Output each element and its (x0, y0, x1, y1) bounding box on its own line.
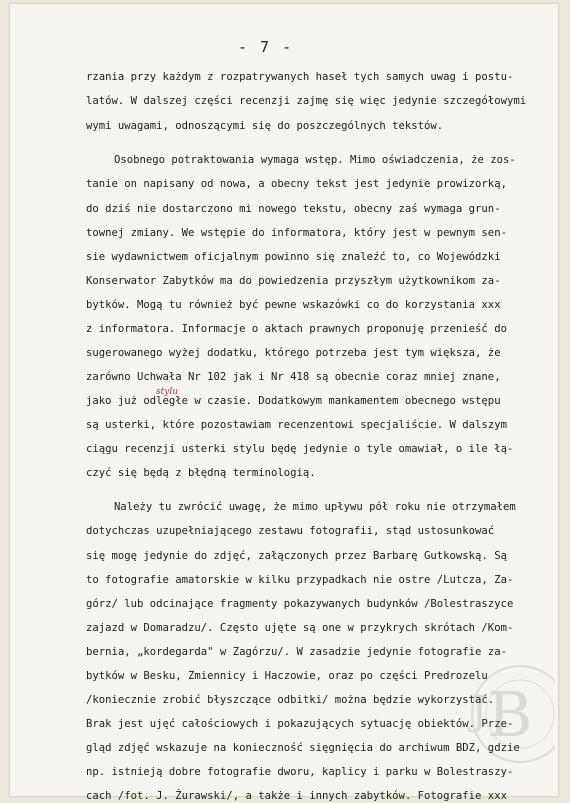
svg-text:J: J (471, 688, 488, 734)
text-line: Brak jest ujęć całościowych i pokazujących sytuację obiektów. Prze- (86, 718, 514, 730)
text-line: gląd zdjęć wskazuje na konieczność sięgnięcia do archiwum BDZ, gdzie (86, 742, 520, 754)
page-number: - 7 - (238, 38, 294, 56)
text-line: dotychczas uzupełniającego zestawu fotografii, stąd ustosunkować (86, 525, 495, 537)
text-line: sugerowanego wyżej dodatku, którego potrzeba jest tym większa, że (86, 347, 501, 359)
text-line: są usterki, które pozostawiam recenzentowi specjaliście. W dalszym (86, 419, 507, 431)
text-line: jako już odległe w czasie. Dodatkowym mankamentem obecnego wstępu (86, 395, 501, 407)
text-line: się mogę jedynie do zdjęć, załączonych przez Barbarę Gutkowską. Są (86, 550, 507, 562)
text-line: zarówno Uchwała Nr 102 jak i Nr 418 są obecnie coraz mniej znane, (86, 371, 501, 383)
text-line: sie wydawnictwem oficjalnym powinno się znaleźć to, co Wojewódzki (86, 251, 501, 263)
text-line: rzania przy każdym z rozpatrywanych haseł tych samych uwag i postu- (86, 71, 514, 83)
text-line: Należy tu zwrócić uwagę, że mimo upływu pół roku nie otrzymałem (114, 501, 516, 513)
text-line: /koniecznie zrobić błyszczące odbitki/ można będzie wykorzystać. (86, 694, 495, 706)
text-line: tanie on napisany od nowa, a obecny tekst jest jedynie prowizorką, (86, 178, 507, 190)
svg-text:B: B (487, 678, 533, 751)
text-line: cach /fot. J. Żurawski/, a także i innych zabytków. Fotografie xxx (86, 790, 507, 802)
text-line: czyć się będą z błędną terminologią. (86, 467, 316, 479)
document-page (10, 4, 558, 802)
text-line: bernia, „kordegarda" w Zagórzu/. W zasadzie jedynie fotografie za- (86, 646, 507, 658)
handwritten-margin-note: stylu (156, 387, 178, 397)
text-line: Konserwator Zabytków ma do powiedzenia przyszłym użytkownikom za- (86, 275, 501, 287)
text-line: np. istnieją dobre fotografie dworu, kaplicy i parku w Bolestraszy- (86, 766, 514, 778)
text-line: bytków w Besku, Zmiennicy i Haczowie, oraz po części Predrozelu (86, 670, 488, 682)
text-line: z informatora. Informacje o aktach prawnych proponuję przenieść do (86, 323, 507, 335)
text-line: latów. W dalszej części recenzji zajmę się więc jedynie szczegółowymi (86, 95, 527, 107)
text-line: bytków. Mogą tu również być pewne wskazówki co do korzystania xxx (86, 299, 501, 311)
text-line: townej zmiany. We wstępie do informatora, który jest w pewnym sen- (86, 227, 507, 239)
text-line: Osobnego potraktowania wymaga wstęp. Mimo oświadczenia, że zos- (114, 154, 516, 166)
text-line: do dziś nie dostarczono mi nowego tekstu, obecny zaś wymaga grun- (86, 203, 501, 215)
text-line: górz/ lub odcinające fragmenty pokazywanych budynków /Bolestraszyce (86, 598, 514, 610)
text-line: ciągu recenzji usterki stylu będę jedynie o tyle omawiał, o ile łą- (86, 443, 514, 455)
text-line: wymi uwagami, odnoszącymi się do poszczególnych tekstów. (86, 120, 444, 132)
archive-stamp-watermark (465, 644, 555, 784)
text-line: zajazd w Domaradzu/. Często ujęte są one w przykrych skrótach /Kom- (86, 622, 514, 634)
text-line: to fotografie amatorskie w kilku przypadkach nie ostre /Lutcza, Za- (86, 574, 514, 586)
